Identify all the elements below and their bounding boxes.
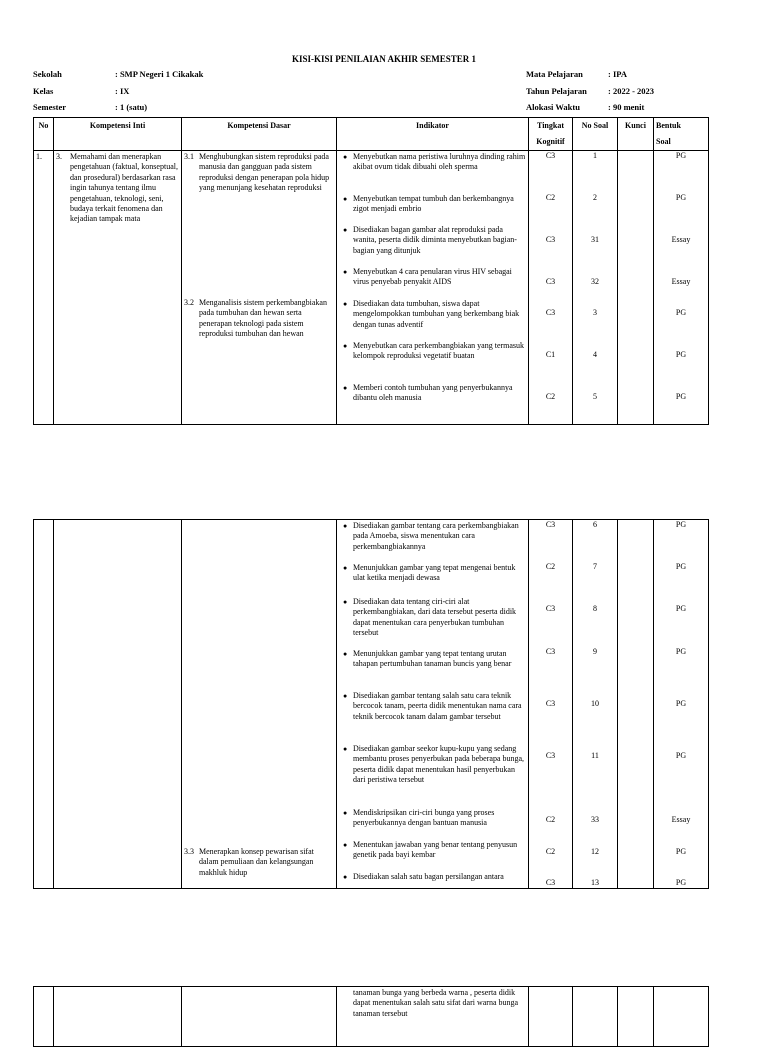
tingkat-value: C2 — [545, 562, 556, 571]
tingkat-cell — [529, 987, 573, 1047]
kd-text: Menghubungkan sistem reproduksi pada manusia dan gangguan pada sistem reproduksi dengan penerapan pola hidup yang menunjang kesehatan reproduksi — [199, 152, 330, 193]
row-no: 1. — [34, 151, 54, 425]
kd-cell — [182, 987, 337, 1047]
kunci-cell — [618, 520, 654, 889]
nosoal-value: 13 — [591, 878, 599, 887]
col-header-ki: Kompetensi Inti — [54, 118, 182, 151]
tingkat-value: C1 — [545, 350, 556, 359]
nosoal-value: 3 — [593, 308, 597, 317]
nosoal-cell — [573, 987, 618, 1047]
sekolah-label: Sekolah — [33, 69, 62, 79]
bentuk-value: PG — [675, 847, 687, 856]
kd-number: 3.1 — [184, 152, 194, 161]
mapel-label: Mata Pelajaran — [526, 69, 583, 79]
tingkat-value: C2 — [545, 847, 556, 856]
indikator-item: ● Disediakan gambar seekor kupu-kupu yang sedang membantu proses penyerbukan pada beberapa bunga, peserta didik dapat menentukan hasil penyerbukan dari peristiwa tersebut — [343, 744, 525, 785]
nosoal-cell — [573, 151, 618, 425]
bentuk-value: PG — [675, 350, 687, 359]
kd-cell — [182, 520, 337, 889]
indikator-item: ● Menyebutkan 4 cara penularan virus HIV sebagai virus penyebab penyakit AIDS — [343, 267, 512, 287]
nosoal-value: 7 — [593, 562, 597, 571]
kelas-label: Kelas — [33, 86, 54, 96]
bentuk-value: Essay — [671, 235, 691, 244]
tingkat-value: C3 — [545, 878, 556, 887]
tingkat-value: C3 — [545, 151, 556, 160]
bentuk-value: Essay — [671, 277, 691, 286]
col-header-kunci: Kunci — [618, 118, 654, 151]
nosoal-value: 12 — [591, 847, 599, 856]
indikator-item: ● Menyebutkan nama peristiwa luruhnya dinding rahim akibat ovum tidak dibuahi oleh sperma — [343, 152, 526, 172]
kd-text: Menerapkan konsep pewarisan sifat dalam pemuliaan dan kelangsungan makhluk hidup — [199, 847, 314, 877]
bentuk-value: PG — [675, 193, 687, 202]
alokasi-value: : 90 menit — [608, 102, 645, 112]
ki-cell — [54, 987, 182, 1047]
bentuk-value: PG — [675, 647, 687, 656]
sekolah-value: : SMP Negeri 1 Cikakak — [115, 69, 204, 79]
bentuk-value: PG — [675, 392, 687, 401]
col-header-bentuk: Bentuk Soal — [654, 118, 709, 151]
bentuk-value: PG — [675, 604, 687, 613]
bentuk-cell — [654, 520, 709, 889]
kd-number: 3.2 — [184, 298, 194, 307]
bentuk-value: PG — [675, 751, 687, 760]
page-title: KISI-KISI PENILAIAN AKHIR SEMESTER 1 — [291, 54, 477, 64]
indikator-item: ● Menunjukkan gambar yang tepat tentang urutan tahapan pertumbuhan tanaman buncis yang benar — [343, 649, 512, 669]
ki-number: 3. — [56, 152, 62, 161]
bentuk-value: PG — [675, 878, 687, 887]
indikator-item: ● Menyebutkan cara perkembangbiakan yang termasuk kelompok reproduksi vegetatif buatan — [343, 341, 525, 361]
indikator-cell — [337, 987, 529, 1047]
ki-cell — [54, 151, 182, 425]
tahun-value: : 2022 - 2023 — [608, 86, 655, 96]
nosoal-value: 10 — [591, 699, 599, 708]
bentuk-value: PG — [675, 520, 687, 529]
kelas-value: : IX — [115, 86, 130, 96]
indikator-item: ● Memberi contoh tumbuhan yang penyerbukannya dibantu oleh manusia — [343, 383, 513, 403]
bentuk-value: PG — [675, 699, 687, 708]
kd-number: 3.3 — [184, 847, 194, 856]
tingkat-value: C3 — [545, 308, 556, 317]
indikator-item: ● Disediakan salah satu bagan persilangan antara — [343, 872, 504, 881]
bentuk-value: PG — [675, 562, 687, 571]
tingkat-value: C3 — [545, 520, 556, 529]
nosoal-value: 2 — [593, 193, 597, 202]
tingkat-cell — [529, 520, 573, 889]
kisi-table-1 — [33, 117, 709, 425]
kd-cell — [182, 151, 337, 425]
kisi-table-2 — [33, 519, 709, 889]
row-no — [34, 520, 54, 889]
nosoal-value: 31 — [591, 235, 599, 244]
nosoal-value: 9 — [593, 647, 597, 656]
tingkat-value: C2 — [545, 193, 556, 202]
indikator-item: ● Mendiskripsikan ciri-ciri bunga yang proses penyerbukannya dengan bantuan manusia — [343, 808, 495, 828]
ki-cell — [54, 520, 182, 889]
indikator-continuation: tanaman bunga yang berbeda warna , peserta didik dapat menentukan salah satu sifat dari warna bunga tanaman tersebut — [353, 988, 519, 1018]
tingkat-value: C3 — [545, 699, 556, 708]
col-header-nosoal: No Soal — [573, 118, 618, 151]
ki-text: Memahami dan menerapkan pengetahuan (faktual, konseptual, dan prosedural) berdasarkan rasa ingin tahunya tentang ilmu pengetahuan, teknologi, seni, budaya terkait fenomena dan kejadian tampak mata — [70, 152, 178, 224]
tingkat-value: C2 — [545, 392, 556, 401]
kunci-cell — [618, 987, 654, 1047]
col-header-no: No — [34, 118, 54, 151]
kunci-cell — [618, 151, 654, 425]
indikator-item: ● Menunjukkan gambar yang tepat mengenai bentuk ulat ketika menjadi dewasa — [343, 563, 516, 583]
indikator-item: ● Disediakan gambar tentang cara perkembangbiakan pada Amoeba, siswa menentukan cara perkembangbiakannya — [343, 521, 519, 551]
tingkat-value: C3 — [545, 604, 556, 613]
nosoal-value: 4 — [593, 350, 597, 359]
nosoal-value: 8 — [593, 604, 597, 613]
bentuk-value: PG — [675, 151, 687, 160]
bentuk-value: Essay — [671, 815, 691, 824]
mapel-value: : IPA — [608, 69, 627, 79]
nosoal-value: 11 — [591, 751, 599, 760]
bentuk-cell — [654, 151, 709, 425]
col-header-kd: Kompetensi Dasar — [182, 118, 337, 151]
indikator-item: ● Disediakan bagan gambar alat reproduksi pada wanita, peserta didik diminta menyebutkan bagian-bagian yang ditunjuk — [343, 225, 517, 255]
indikator-item: ● Menyebutkan tempat tumbuh dan berkembangnya zigot menjadi embrio — [343, 194, 514, 214]
kd-text: Menganalisis sistem perkembangbiakan pada tumbuhan dan hewan serta penerapan teknologi pada sistem reproduksi tumbuhan dan hewan — [199, 298, 327, 339]
kisi-table-3 — [33, 986, 709, 1047]
tahun-label: Tahun Pelajaran — [526, 86, 587, 96]
nosoal-value: 6 — [593, 520, 597, 529]
indikator-cell — [337, 151, 529, 425]
tingkat-value: C3 — [545, 277, 556, 286]
bentuk-value: PG — [675, 308, 687, 317]
bentuk-cell — [654, 987, 709, 1047]
col-header-tingkat: Tingkat Kognitif — [529, 118, 573, 151]
indikator-item: ● Disediakan data tentang ciri-ciri alat perkembangbiakan, dari data tersebut peserta didik dapat menentukan cara penyerbukan tumbuhan tersebut — [343, 597, 517, 638]
alokasi-label: Alokasi Waktu — [526, 102, 580, 112]
nosoal-value: 1 — [593, 151, 597, 160]
indikator-item: ● Disediakan data tumbuhan, siswa dapat mengelompokkan tumbuhan yang berkembang biak dengan tunas adventif — [343, 299, 520, 329]
tingkat-cell — [529, 151, 573, 425]
col-header-indikator: Indikator — [337, 118, 529, 151]
tingkat-value: C2 — [545, 815, 556, 824]
nosoal-value: 5 — [593, 392, 597, 401]
indikator-item: ● Menentukan jawaban yang benar tentang penyusun genetik pada bayi kembar — [343, 840, 518, 860]
tingkat-value: C3 — [545, 647, 556, 656]
semester-value: : 1 (satu) — [115, 102, 148, 112]
nosoal-value: 32 — [591, 277, 599, 286]
semester-label: Semester — [33, 102, 67, 112]
nosoal-cell — [573, 520, 618, 889]
indikator-cell — [337, 520, 529, 889]
tingkat-value: C3 — [545, 751, 556, 760]
indikator-item: ● Disediakan gambar tentang salah satu cara teknik bercocok tanam, peerta didik menentukan nama cara teknik bercocok tanam dalam gambar tersebut — [343, 691, 522, 721]
tingkat-value: C3 — [545, 235, 556, 244]
row-no — [34, 987, 54, 1047]
nosoal-value: 33 — [591, 815, 599, 824]
